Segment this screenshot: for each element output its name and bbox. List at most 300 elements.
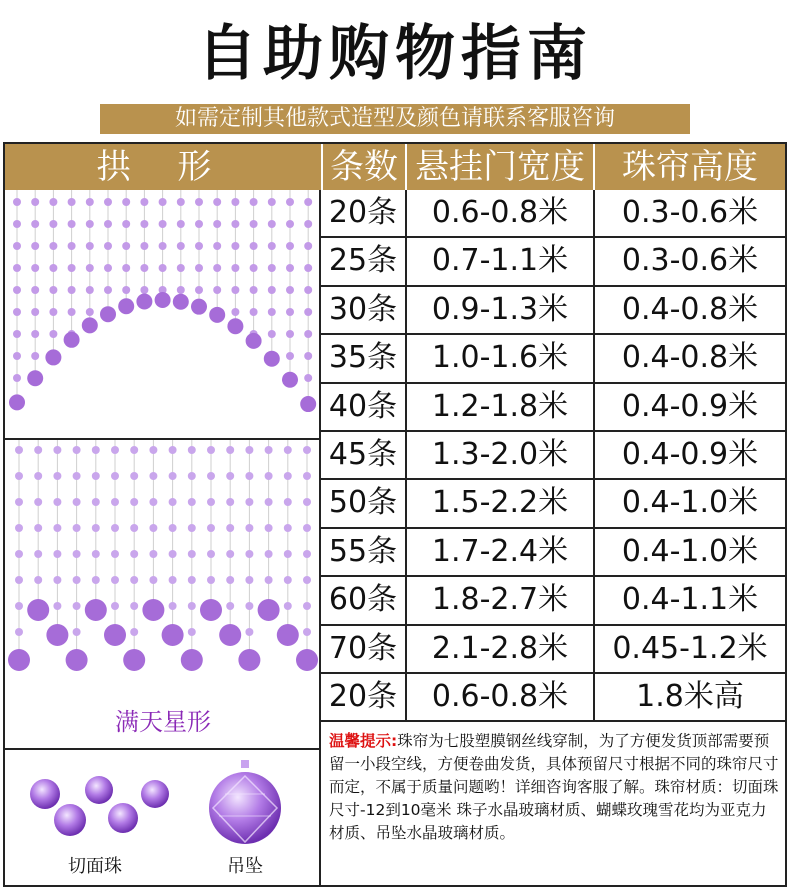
bead — [304, 198, 312, 206]
bead — [68, 308, 76, 316]
bead — [53, 472, 61, 480]
star-style-label: 满天星形 — [115, 708, 211, 736]
bead — [15, 550, 23, 558]
bead — [284, 472, 292, 480]
bead — [258, 599, 280, 621]
bead — [31, 308, 39, 316]
bead — [304, 352, 312, 360]
bead — [250, 308, 258, 316]
bead — [149, 576, 157, 584]
bead — [104, 264, 112, 272]
bead — [49, 198, 57, 206]
row-count: 25条 — [328, 243, 398, 279]
row-height: 1.8米高 — [593, 674, 785, 720]
bead — [15, 628, 23, 636]
bead — [304, 330, 312, 338]
table-row — [321, 190, 785, 238]
bead — [245, 628, 253, 636]
bead — [130, 550, 138, 558]
bead — [9, 394, 25, 410]
bead — [177, 242, 185, 250]
tip-label: 温馨提示: — [329, 732, 398, 750]
bead — [86, 264, 94, 272]
bead — [66, 649, 88, 671]
bead — [226, 524, 234, 532]
row-height: 0.4-0.9米 — [593, 432, 785, 478]
bead — [303, 628, 311, 636]
bead — [207, 576, 215, 584]
bead — [300, 396, 316, 412]
bead — [123, 649, 145, 671]
bead — [68, 220, 76, 228]
row-height: 0.4-0.8米 — [593, 335, 785, 381]
bead — [8, 649, 30, 671]
bead — [286, 330, 294, 338]
bead — [169, 472, 177, 480]
bead — [246, 333, 262, 349]
bead — [122, 220, 130, 228]
bead — [213, 198, 221, 206]
bead — [304, 242, 312, 250]
size-table-rows — [321, 190, 785, 722]
bead — [231, 242, 239, 250]
bead — [49, 308, 57, 316]
bead — [122, 198, 130, 206]
bead — [92, 550, 100, 558]
bead — [169, 602, 177, 610]
row-width: 0.6-0.8米 — [405, 190, 593, 236]
bead — [303, 576, 311, 584]
bead — [303, 498, 311, 506]
bead — [226, 576, 234, 584]
row-count: 40条 — [328, 388, 398, 424]
bead — [286, 198, 294, 206]
bead — [188, 602, 196, 610]
bead — [111, 472, 119, 480]
table-row — [321, 384, 785, 432]
bead — [15, 602, 23, 610]
bead — [92, 446, 100, 454]
bead — [303, 524, 311, 532]
bead — [159, 198, 167, 206]
bead — [13, 242, 21, 250]
bead — [86, 308, 94, 316]
bead — [111, 446, 119, 454]
bead — [245, 524, 253, 532]
row-height: 0.4-1.1米 — [593, 577, 785, 623]
bead — [207, 524, 215, 532]
bead — [264, 351, 280, 367]
bead — [15, 498, 23, 506]
bead — [226, 472, 234, 480]
bead — [104, 220, 112, 228]
header-arch: 拱 形 — [5, 144, 321, 190]
bead — [303, 602, 311, 610]
bead — [104, 198, 112, 206]
table-row — [321, 480, 785, 528]
bead — [245, 498, 253, 506]
guide-table — [3, 142, 787, 887]
bead — [209, 307, 225, 323]
bead — [49, 264, 57, 272]
bead — [286, 286, 294, 294]
bead — [173, 294, 189, 310]
bead — [304, 308, 312, 316]
bead — [177, 286, 185, 294]
bead — [73, 524, 81, 532]
bead — [284, 524, 292, 532]
bead — [64, 332, 80, 348]
bead — [149, 550, 157, 558]
bead — [231, 198, 239, 206]
bead — [53, 446, 61, 454]
bead — [226, 446, 234, 454]
bead — [195, 220, 203, 228]
bead — [207, 550, 215, 558]
bead — [226, 602, 234, 610]
bead — [82, 317, 98, 333]
bead — [149, 446, 157, 454]
row-count: 45条 — [328, 436, 398, 472]
bead — [130, 602, 138, 610]
bead — [284, 576, 292, 584]
row-width: 0.6-0.8米 — [405, 674, 593, 720]
bead — [284, 550, 292, 558]
bead — [268, 308, 276, 316]
bead — [245, 446, 253, 454]
bead — [191, 299, 207, 315]
bead — [68, 286, 76, 294]
row-height: 0.4-0.9米 — [593, 384, 785, 430]
bead — [177, 264, 185, 272]
bead — [245, 602, 253, 610]
bead — [245, 550, 253, 558]
bead — [140, 198, 148, 206]
bead — [111, 576, 119, 584]
bead — [136, 294, 152, 310]
bead — [140, 264, 148, 272]
bead — [92, 498, 100, 506]
bead — [13, 264, 21, 272]
bead — [111, 602, 119, 610]
bead — [245, 472, 253, 480]
bead — [169, 550, 177, 558]
row-width: 1.0-1.6米 — [405, 335, 593, 381]
bead — [31, 330, 39, 338]
bead — [31, 242, 39, 250]
bead — [286, 242, 294, 250]
bead — [140, 220, 148, 228]
bead — [207, 472, 215, 480]
bead — [140, 242, 148, 250]
pendant-icon — [209, 760, 281, 844]
bead — [45, 349, 61, 365]
bead — [13, 308, 21, 316]
bead-samples-panel — [5, 750, 321, 885]
bead — [188, 550, 196, 558]
bead — [130, 628, 138, 636]
row-height: 0.45-1.2米 — [593, 626, 785, 672]
bead — [213, 220, 221, 228]
bead — [31, 264, 39, 272]
bead — [34, 524, 42, 532]
bead — [169, 446, 177, 454]
bead — [200, 599, 222, 621]
row-height: 0.4-0.8米 — [593, 287, 785, 333]
bead — [169, 498, 177, 506]
bead — [130, 472, 138, 480]
table-row — [321, 432, 785, 480]
bead — [303, 446, 311, 454]
bead — [284, 602, 292, 610]
bead — [188, 472, 196, 480]
bead — [15, 524, 23, 532]
bead — [142, 599, 164, 621]
bead — [111, 524, 119, 532]
bead — [213, 286, 221, 294]
bead — [104, 242, 112, 250]
row-count: 70条 — [328, 630, 398, 666]
bead — [296, 649, 318, 671]
bead — [34, 576, 42, 584]
bead — [34, 550, 42, 558]
bead — [31, 286, 39, 294]
bead — [15, 576, 23, 584]
bead — [34, 472, 42, 480]
bead — [268, 242, 276, 250]
bead — [73, 576, 81, 584]
bead — [213, 242, 221, 250]
bead — [85, 599, 107, 621]
header-count: 条数 — [321, 144, 405, 190]
header-height: 珠帘高度 — [593, 144, 785, 190]
bead — [238, 649, 260, 671]
row-height: 0.3-0.6米 — [593, 238, 785, 284]
table-row — [321, 577, 785, 625]
bead — [195, 286, 203, 294]
bead — [68, 242, 76, 250]
row-height: 0.3-0.6米 — [593, 190, 785, 236]
bead — [265, 550, 273, 558]
table-row — [321, 626, 785, 674]
bead — [304, 264, 312, 272]
bead — [86, 198, 94, 206]
bead — [231, 264, 239, 272]
bead — [73, 602, 81, 610]
bead — [73, 446, 81, 454]
bead — [286, 308, 294, 316]
bead-caption: 切面珠 — [68, 856, 122, 877]
bead — [286, 220, 294, 228]
page-title: 自助购物指南 — [197, 19, 593, 89]
row-width: 1.2-1.8米 — [405, 384, 593, 430]
bead — [195, 264, 203, 272]
bead — [250, 286, 258, 294]
row-width: 1.8-2.7米 — [405, 577, 593, 623]
bead — [86, 220, 94, 228]
bead-samples-illustration — [5, 750, 319, 885]
bead — [86, 286, 94, 294]
bead — [13, 374, 21, 382]
table-row — [321, 287, 785, 335]
bead — [104, 286, 112, 294]
row-width: 1.3-2.0米 — [405, 432, 593, 478]
faceted-bead-icon — [30, 776, 169, 836]
bead — [169, 576, 177, 584]
bead — [265, 446, 273, 454]
bead — [49, 220, 57, 228]
bead — [31, 352, 39, 360]
bead — [100, 306, 116, 322]
bead — [122, 264, 130, 272]
bead — [149, 524, 157, 532]
star-curtain-panel — [5, 440, 321, 750]
row-count: 50条 — [328, 485, 398, 521]
bead — [268, 198, 276, 206]
bead — [226, 550, 234, 558]
bead — [34, 498, 42, 506]
bead — [86, 242, 94, 250]
bead — [207, 498, 215, 506]
bead — [13, 220, 21, 228]
bead — [188, 498, 196, 506]
bead — [92, 524, 100, 532]
bead — [181, 649, 203, 671]
tips-box — [321, 724, 785, 885]
bead — [177, 198, 185, 206]
row-width: 1.7-2.4米 — [405, 529, 593, 575]
bead — [231, 308, 239, 316]
bead — [265, 576, 273, 584]
bead — [159, 220, 167, 228]
bead — [73, 628, 81, 636]
bead — [231, 220, 239, 228]
row-height: 0.4-1.0米 — [593, 529, 785, 575]
bead — [219, 624, 241, 646]
bead — [250, 198, 258, 206]
bead — [169, 524, 177, 532]
bead — [53, 576, 61, 584]
bead — [130, 524, 138, 532]
row-width: 0.9-1.3米 — [405, 287, 593, 333]
bead — [15, 446, 23, 454]
bead — [149, 472, 157, 480]
bead — [268, 264, 276, 272]
bead — [177, 220, 185, 228]
bead — [284, 446, 292, 454]
bead — [68, 198, 76, 206]
bead — [111, 498, 119, 506]
row-count: 20条 — [328, 678, 398, 714]
bead — [159, 242, 167, 250]
bead — [13, 330, 21, 338]
bead — [122, 242, 130, 250]
bead — [245, 576, 253, 584]
bead — [53, 498, 61, 506]
bead — [155, 292, 171, 308]
bead — [188, 628, 196, 636]
bead — [304, 220, 312, 228]
row-count: 30条 — [328, 291, 398, 327]
bead — [268, 330, 276, 338]
bead — [53, 550, 61, 558]
bead — [304, 286, 312, 294]
row-width: 0.7-1.1米 — [405, 238, 593, 284]
bead — [53, 602, 61, 610]
bead — [53, 524, 61, 532]
bead — [31, 220, 39, 228]
bead — [73, 472, 81, 480]
row-height: 0.4-1.0米 — [593, 480, 785, 526]
bead — [286, 352, 294, 360]
bead — [250, 242, 258, 250]
tip-text: 珠帘为七股塑膜钢丝线穿制，为了方便发货顶部需要预留一小段空线，方便卷曲发货，具体预留尺寸根据不同的珠帘尺寸而定，不属于质量问题哟！详细咨询客服了解。珠帘材质：切面珠尺寸-12到10毫米 珠子水晶玻璃材质、蝴蝶玫瑰雪花均为亚克力材质、吊坠水晶玻璃材质。 — [329, 732, 779, 842]
bead — [303, 550, 311, 558]
bead — [268, 220, 276, 228]
bead — [213, 264, 221, 272]
bead — [286, 264, 294, 272]
bead — [68, 264, 76, 272]
bead — [250, 264, 258, 272]
row-count: 35条 — [328, 340, 398, 376]
bead — [27, 599, 49, 621]
table-row — [321, 238, 785, 286]
bead — [73, 498, 81, 506]
bead — [49, 286, 57, 294]
pendant-caption: 吊坠 — [227, 856, 263, 877]
bead — [46, 624, 68, 646]
bead — [188, 446, 196, 454]
bead — [268, 286, 276, 294]
row-count: 55条 — [328, 533, 398, 569]
arch-curtain-illustration — [5, 190, 319, 438]
bead — [188, 524, 196, 532]
bead — [159, 264, 167, 272]
bead — [130, 446, 138, 454]
bead — [250, 220, 258, 228]
bead — [265, 498, 273, 506]
bead — [111, 550, 119, 558]
table-row — [321, 674, 785, 722]
bead — [92, 576, 100, 584]
bead — [49, 330, 57, 338]
bead — [207, 446, 215, 454]
bead — [49, 242, 57, 250]
bead — [73, 550, 81, 558]
bead — [277, 624, 299, 646]
header-width: 悬挂门宽度 — [405, 144, 593, 190]
bead — [231, 286, 239, 294]
bead — [92, 472, 100, 480]
bead — [118, 298, 134, 314]
bead — [304, 374, 312, 382]
bead — [303, 472, 311, 480]
bead — [122, 286, 130, 294]
bead — [188, 576, 196, 584]
bead — [195, 198, 203, 206]
star-curtain-illustration — [5, 440, 319, 695]
bead — [31, 198, 39, 206]
bead — [195, 242, 203, 250]
table-row — [321, 335, 785, 383]
row-count: 60条 — [328, 582, 398, 618]
bead — [13, 352, 21, 360]
bead — [284, 498, 292, 506]
bead — [227, 318, 243, 334]
arch-curtain-image — [5, 190, 321, 440]
subtitle-banner: 如需定制其他款式造型及颜色请联系客服咨询 — [100, 104, 690, 134]
bead — [34, 446, 42, 454]
